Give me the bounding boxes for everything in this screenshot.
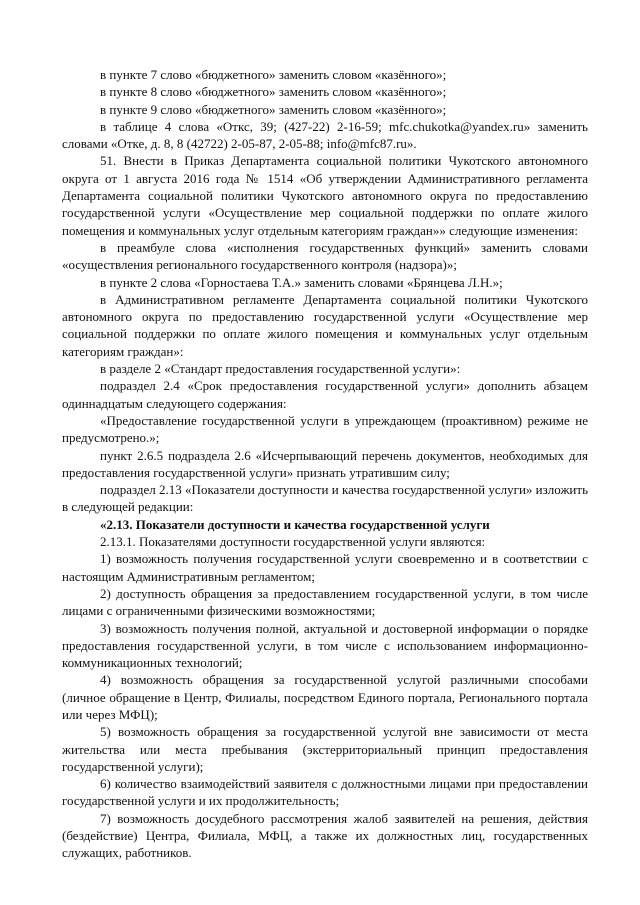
list-item-4: 4) возможность обращения за государственной услугой различными способами (личное обращение в Центр, Филиалы, посредством Единого портала, Регионального портала или через МФЦ); [62, 672, 588, 722]
paragraph-point-2-6-5: пункт 2.6.5 подраздела 2.6 «Исчерпывающий перечень документов, необходимых для предоставления государственной услуги» признать утратившим силу; [62, 447, 588, 480]
paragraph-table4: в таблице 4 слова «Откс, 39; (427-22) 2-16-59; mfc.chukotka@yandex.ru» заменить словами «Отке, д. 8, 8 (42722) 2-05-87, 2-05-88; info@mfc87.ru». [62, 118, 588, 152]
paragraph-proactive: «Предоставление государственной услуги в упреждающем (проактивном) режиме не предусмотрено.»; [62, 412, 588, 446]
paragraph-item51: 51. Внести в Приказ Департамента социальной политики Чукотского автономного округа от 1 августа 2016 года № 1514 «Об утверждении Административного регламента Департамента социальной политики Чукотского автономного округа по предоставлению государственной услуги «Осуществление мер социальной поддержки по оплате жилого помещения и коммунальных услуг отдельным категориям граждан»» следующие изменения: [62, 153, 588, 238]
paragraph-preamble: в преамбуле слова «исполнения государственных функций» заменить словами «осуществления регионального государственного контроля (надзора)»; [62, 239, 588, 273]
paragraph-point2: в пункте 2 слова «Горностаева Т.А.» заменить словами «Брянцева Л.Н.»; [100, 274, 503, 290]
paragraph-subsection-2-4: подраздел 2.4 «Срок предоставления государственной услуги» дополнить абзацем одиннадцатым следующего содержания: [62, 378, 588, 411]
paragraph-point7: в пункте 7 слово «бюджетного» заменить словом «казённого»; [100, 67, 447, 82]
paragraph-section2: в разделе 2 «Стандарт предоставления государственной услуги»: [100, 361, 461, 377]
list-item-7: 7) возможность досудебного рассмотрения жалоб заявителей на решения, действия (бездействие) Центра, Филиала, МФЦ, а также их должностных лиц, государственных служащих, работников. [62, 810, 588, 861]
paragraph-2-13-1: 2.13.1. Показателями доступности государственной услуги являются: [100, 534, 486, 550]
paragraph-point9: в пункте 9 слово «бюджетного» заменить словом «казённого»; [100, 101, 447, 117]
list-item-6: 6) количество взаимодействий заявителя с должностными лицами при предоставлении государственной услуги и их продолжительность; [62, 776, 588, 809]
paragraph-subsection-2-13: подраздел 2.13 «Показатели доступности и качества государственной услуги» изложить в следующей редакции: [62, 482, 588, 515]
list-item-1: 1) возможность получения государственной услуги своевременно и в соответствии с настоящим Административным регламентом; [62, 551, 588, 584]
document-page [62, 66, 588, 862]
section-heading-2-13: «2.13. Показатели доступности и качества государственной услуги [100, 516, 490, 532]
list-item-5: 5) возможность обращения за государственной услугой вне зависимости от места жительства или места пребывания (экстерриториальный принцип предоставления государственной услуги); [62, 724, 588, 774]
list-item-3: 3) возможность получения полной, актуальной и достоверной информации о порядке предоставления государственной услуги, в том числе с использованием информационно-коммуникационных технологий; [62, 620, 588, 671]
paragraph-point8: в пункте 8 слово «бюджетного» заменить словом «казённого»; [100, 84, 447, 100]
paragraph-reglament: в Административном регламенте Департамента социальной политики Чукотского автономного округа по предоставлению государственной услуги «Осуществление мер социальной поддержки по оплате жилого помещения и коммунальных услуг отдельным категориям граждан»: [62, 291, 588, 359]
list-item-2: 2) доступность обращения за предоставлением государственной услуги, в том числе лицами с ограниченными физическими возможностями; [62, 585, 588, 619]
